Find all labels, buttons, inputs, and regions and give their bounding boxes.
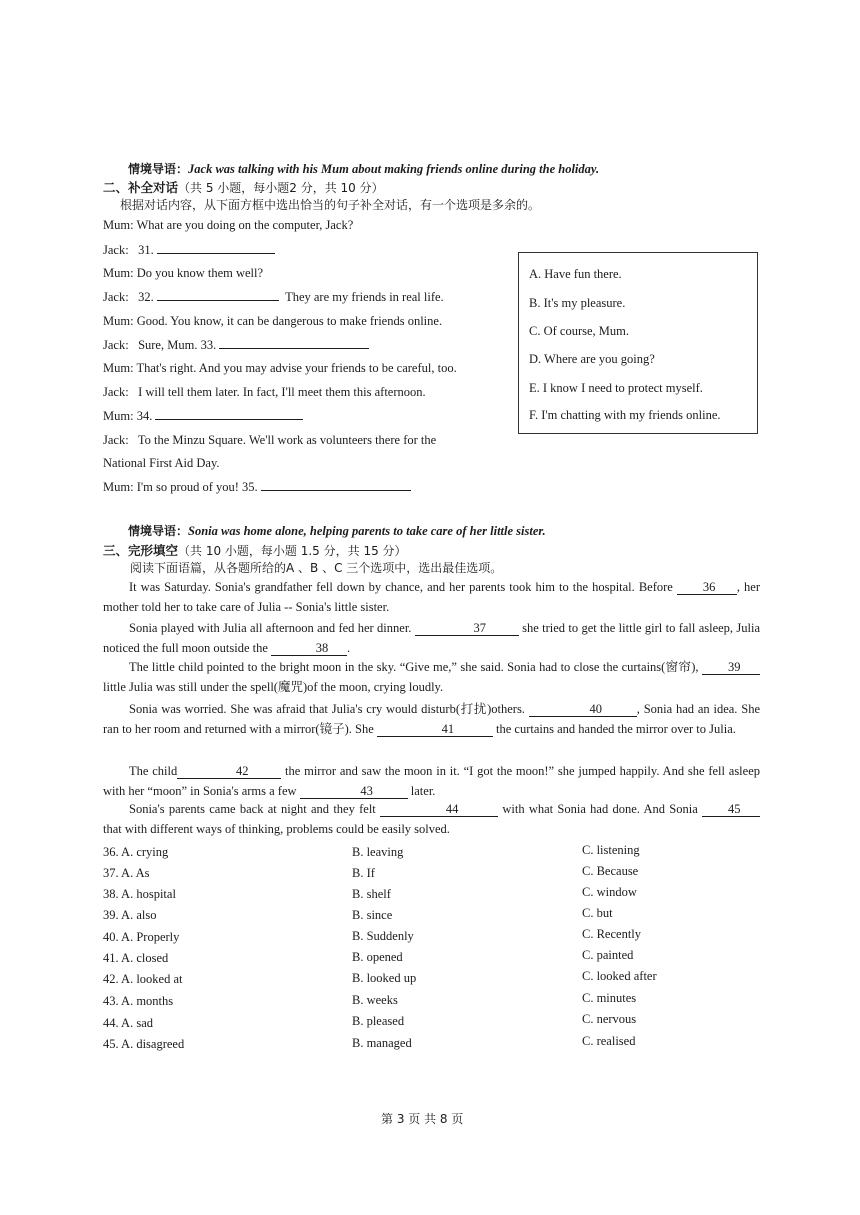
section3-instruction: 阅读下面语篇，从各题所给的A 、B 、C 三个选项中，选出最佳选项。 — [130, 561, 503, 575]
option-c: C. Of course, Mum. — [529, 324, 629, 338]
section2-instruction: 根据对话内容，从下面方框中选出恰当的句子补全对话，有一个选项是多余的。 — [120, 198, 541, 212]
passage-paragraph: Sonia's parents came back at night and they felt 44 with what Sonia had done. And Sonia 45 that with different ways of thinking, problems could be easily solved. — [103, 800, 760, 839]
option-d: D. Where are you going? — [529, 352, 655, 366]
choice-b[interactable]: B. leaving — [352, 845, 404, 859]
choice-c[interactable]: C. nervous — [582, 1012, 637, 1026]
choice-a[interactable]: 39. A. also — [103, 908, 157, 922]
dialogue-line: Jack: Sure, Mum. 33. — [103, 338, 369, 353]
passage-paragraph: Sonia played with Julia all afternoon and fed her dinner. 37 she tried to get the little girl to fall asleep, Julia noticed the full moon outside the 38 . — [103, 621, 760, 655]
choice-a[interactable]: 41. A. closed — [103, 951, 169, 965]
option-f: F. I'm chatting with my friends online. — [529, 408, 721, 422]
cloze-blank-41[interactable]: 41 — [377, 723, 493, 737]
dialogue-line: Mum: 34. — [103, 409, 303, 424]
choice-a[interactable]: 36. A. crying — [103, 845, 169, 859]
passage-paragraph: Sonia was worried. She was afraid that Julia's cry would disturb(打扰)others. 40 , Sonia had an idea. She ran to her room and returned with a mirror(镜子). She 41 the curtains and handed the mirror over to Julia. — [103, 702, 761, 736]
dialogue-line: Jack: 31. — [103, 243, 275, 258]
passage-paragraph: The child 42 the mirror and saw the moon in it. “I got the moon!” she jumped happily. And she fell asleep with her “moon” in Sonia's arms a few 43 later. — [103, 764, 760, 798]
cloze-blank-43[interactable]: 43 — [300, 785, 408, 799]
choice-a[interactable]: 45. A. disagreed — [103, 1037, 185, 1051]
section2-guide-text: Jack was talking with his Mum about making friends online during the holiday. — [188, 162, 600, 176]
answer-blank-32[interactable] — [157, 300, 279, 301]
dialogue-line: Mum: That's right. And you may advise your friends to be careful, too. — [103, 361, 457, 375]
dialogue-line: Jack: 32. They are my friends in real life. — [103, 290, 444, 304]
options-box — [518, 252, 758, 434]
cloze-blank-37[interactable]: 37 — [415, 622, 519, 636]
choice-c[interactable]: C. listening — [582, 843, 640, 857]
choice-b[interactable]: B. opened — [352, 950, 403, 964]
choice-b[interactable]: B. weeks — [352, 993, 398, 1007]
cloze-blank-39[interactable]: 39 — [702, 661, 760, 675]
dialogue-line: Jack: I will tell them later. In fact, I'll meet them this afternoon. — [103, 385, 426, 399]
section3-heading: 三、完形填空（共 10 小题，每小题 1.5 分，共 15 分） — [103, 543, 407, 558]
section2-guide — [128, 160, 599, 177]
dialogue-line: Mum: I'm so proud of you! 35. — [103, 480, 411, 495]
choice-c[interactable]: C. minutes — [582, 991, 637, 1005]
answer-blank-31[interactable] — [157, 253, 275, 254]
section2-heading: 二、补全对话（共 5 小题，每小题2 分，共 10 分） — [103, 180, 384, 195]
answer-blank-34[interactable] — [155, 419, 303, 420]
cloze-blank-42[interactable]: 42 — [177, 765, 281, 779]
choice-a[interactable]: 44. A. sad — [103, 1016, 153, 1030]
passage-paragraph: The little child pointed to the bright moon in the sky. “Give me,” she said. Sonia had to close the curtains(窗帘), 39 little Julia was still under the spell(魔咒)of the moon, crying loudly. — [103, 658, 760, 697]
choice-a[interactable]: 42. A. looked at — [103, 972, 183, 986]
cloze-blank-40[interactable]: 40 — [529, 703, 637, 717]
answer-blank-33[interactable] — [219, 348, 369, 349]
choice-c[interactable]: C. Because — [582, 864, 639, 878]
choice-a[interactable]: 38. A. hospital — [103, 887, 176, 901]
choice-b[interactable]: B. If — [352, 866, 375, 880]
option-a: A. Have fun there. — [529, 267, 622, 281]
choice-c[interactable]: C. window — [582, 885, 637, 899]
choice-c[interactable]: C. realised — [582, 1034, 636, 1048]
dialogue-line: Mum: Do you know them well? — [103, 266, 264, 280]
option-e: E. I know I need to protect myself. — [529, 381, 703, 395]
choice-b[interactable]: B. looked up — [352, 971, 417, 985]
cloze-blank-36[interactable]: 36 — [677, 581, 737, 595]
choice-c[interactable]: C. but — [582, 906, 613, 920]
choice-c[interactable]: C. painted — [582, 948, 634, 962]
page-number: 第 3 页 共 8 页 — [381, 1112, 464, 1126]
dialogue-line: National First Aid Day. — [103, 456, 220, 470]
section3-guide: 情境导语：Sonia was home alone, helping parents to take care of her little sister. — [128, 524, 546, 538]
dialogue-line: Mum: Good. You know, it can be dangerous to make friends online. — [103, 314, 443, 328]
choice-b[interactable]: B. since — [352, 908, 393, 922]
choice-a[interactable]: 40. A. Properly — [103, 930, 180, 944]
option-b: B. It's my pleasure. — [529, 296, 626, 310]
cloze-blank-44[interactable]: 44 — [380, 803, 498, 817]
cloze-blank-38[interactable]: 38 — [271, 642, 347, 656]
answer-blank-35[interactable] — [261, 490, 411, 491]
choice-b[interactable]: B. Suddenly — [352, 929, 414, 943]
passage-paragraph: It was Saturday. Sonia's grandfather fell down by chance, and her parents took him to the hospital. Before 36 , her mother told her to take care of Julia -- Sonia's little sister. — [103, 580, 760, 614]
choice-a[interactable]: 43. A. months — [103, 994, 174, 1008]
choice-b[interactable]: B. pleased — [352, 1014, 405, 1028]
choice-b[interactable]: B. managed — [352, 1036, 412, 1050]
choice-a[interactable]: 37. A. As — [103, 866, 150, 880]
dialogue-line: Mum: What are you doing on the computer, Jack? — [103, 218, 354, 232]
choice-b[interactable]: B. shelf — [352, 887, 391, 901]
dialogue-line: Jack: To the Minzu Square. We'll work as volunteers there for the — [103, 433, 437, 447]
choice-c[interactable]: C. Recently — [582, 927, 642, 941]
section2-guide-label: 情境导语： — [128, 162, 189, 176]
choice-c[interactable]: C. looked after — [582, 969, 657, 983]
cloze-blank-45[interactable]: 45 — [702, 803, 760, 817]
